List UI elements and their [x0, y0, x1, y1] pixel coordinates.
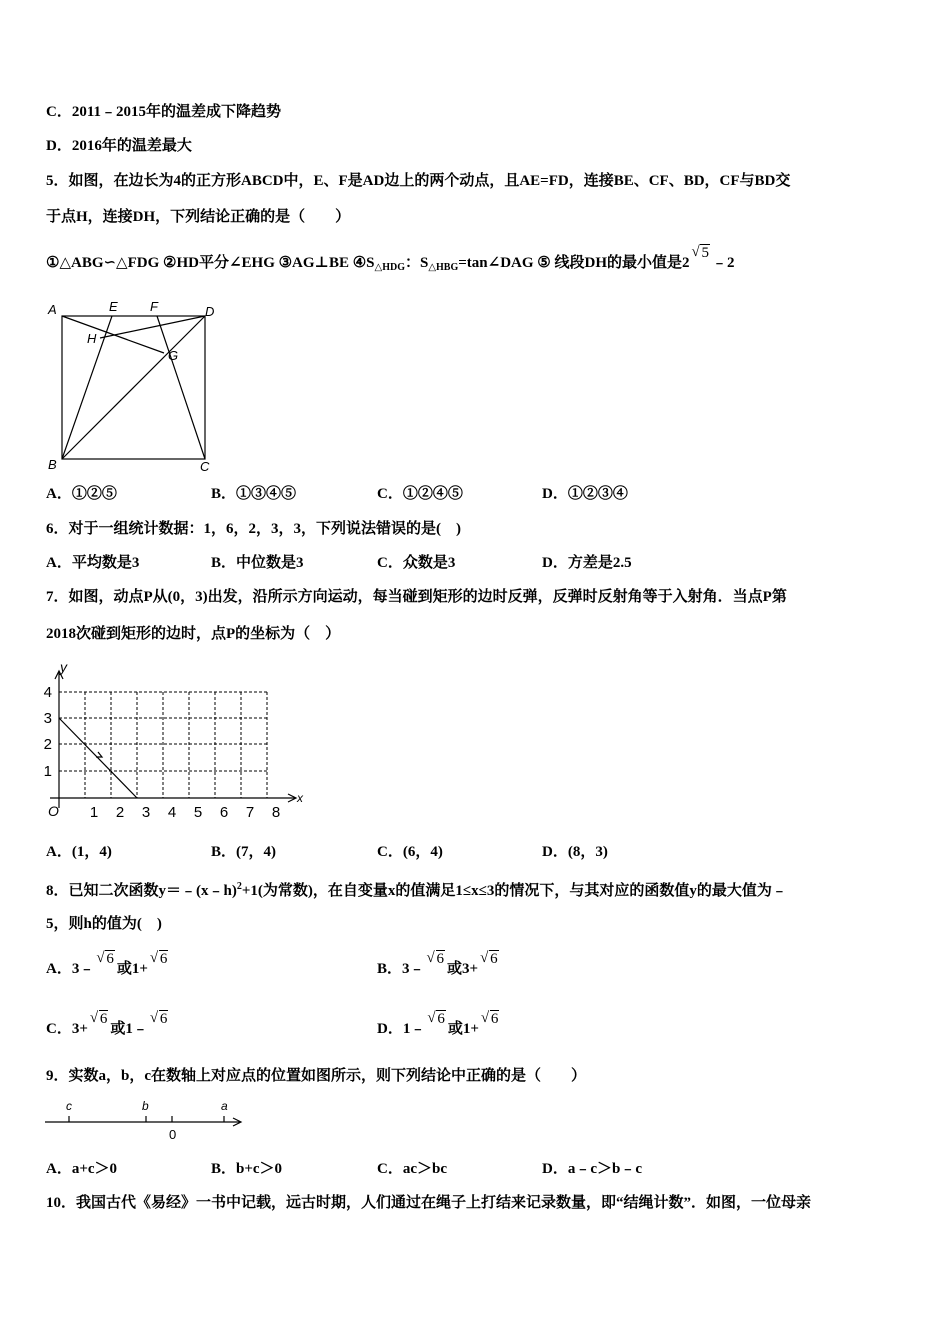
- q5-option-a[interactable]: A．①②⑤: [46, 486, 117, 502]
- label-b: b: [142, 1099, 149, 1113]
- q7-grid-figure: [40, 660, 310, 825]
- q8-option-d[interactable]: D．1﹣√ 6或1+√ 6: [377, 1020, 501, 1038]
- q9-option-c[interactable]: C．ac＞bc: [377, 1161, 447, 1177]
- q6-option-c[interactable]: C．众数是3: [377, 555, 456, 571]
- xtick-6: 6: [219, 804, 229, 821]
- xtick-2: 2: [115, 804, 125, 821]
- q8-option-a[interactable]: A．3﹣√ 6或1+√ 6: [46, 960, 170, 978]
- option-c-prev: C．2011﹣2015年的温差成下降趋势: [46, 104, 282, 120]
- seg-hd: [100, 316, 205, 338]
- q7-option-a[interactable]: A．(1，4): [46, 844, 112, 860]
- label-a: A: [48, 302, 57, 317]
- q9-option-b[interactable]: B．b+c＞0: [211, 1161, 283, 1177]
- q7-option-c[interactable]: C．(6，4): [377, 844, 443, 860]
- ytick-1: 1: [43, 763, 52, 780]
- q5-option-b[interactable]: B．①③④⑤: [211, 486, 297, 502]
- q9-option-d[interactable]: D．a﹣c＞b﹣c: [542, 1161, 642, 1177]
- label-zero: 0: [169, 1127, 177, 1142]
- q5-option-c[interactable]: C．①②④⑤: [377, 486, 463, 502]
- xtick-3: 3: [141, 804, 151, 821]
- seg-ag: [62, 316, 164, 353]
- seg-bd: [62, 316, 205, 459]
- q8-text-line2: 5，则h的值为( ): [46, 916, 162, 932]
- q9-option-a[interactable]: A．a+c＞0: [46, 1161, 118, 1177]
- label-d: D: [205, 304, 215, 319]
- axis-label-x: x: [297, 791, 303, 805]
- xtick-8: 8: [271, 804, 281, 821]
- label-c: c: [66, 1099, 72, 1113]
- q7-text-line2: 2018次碰到矩形的边时，点P的坐标为（ ）: [46, 626, 341, 642]
- label-c: C: [200, 459, 210, 474]
- q6-option-b[interactable]: B．中位数是3: [211, 555, 304, 571]
- ytick-2: 2: [43, 736, 52, 753]
- ytick-4: 4: [43, 684, 52, 701]
- q5-text-line2: 于点H，连接DH，下列结论正确的是（ ）: [46, 209, 351, 225]
- q8-option-c[interactable]: C．3+√ 6或1﹣√ 6: [46, 1020, 170, 1038]
- path-p: [59, 718, 137, 798]
- label-f: F: [150, 299, 158, 314]
- q5-statements: ①△ABG∽△FDG ②HD平分∠EHG ③AG⊥BE $④S_{\triangle HDG}$：$S_{\triangle HBG}=\tan\angle DAG$ ⑤ 线段DH的最小值是2√ 5﹣2: [46, 254, 735, 277]
- q6-text: 6．对于一组统计数据：1，6，2，3，3，下列说法错误的是( ): [46, 521, 461, 537]
- q10-text: 10．我国古代《易经》一书中记载，远古时期，人们通过在绳子上打结来记录数量，即“结绳计数”．如图，一位母亲: [46, 1195, 812, 1211]
- q5-square-figure: [40, 294, 230, 474]
- axis-label-y: y: [60, 660, 67, 675]
- label-g: G: [168, 348, 179, 363]
- option-d-prev: D．2016年的温差最大: [46, 138, 192, 154]
- q7-text-line1: 7．如图，动点P从(0，3)出发，沿所示方向运动，每当碰到矩形的边时反弹，反弹时反射角等于入射角．当点P第: [46, 589, 787, 605]
- q6-option-a[interactable]: A．平均数是3: [46, 555, 140, 571]
- label-b: B: [48, 457, 57, 472]
- xtick-5: 5: [193, 804, 203, 821]
- q7-option-b[interactable]: B．(7，4): [211, 844, 276, 860]
- origin-label: O: [48, 803, 59, 819]
- q9-number-line: [40, 1094, 255, 1144]
- q6-option-d[interactable]: D．方差是2.5: [542, 555, 632, 571]
- xtick-7: 7: [245, 804, 255, 821]
- sqrt-5: √ 5: [691, 244, 710, 262]
- q5-text-line1: 5．如图，在边长为4的正方形ABCD中，E、F是AD边上的两个动点，且AE=FD，连接BE、CF、BD，CF与BD交: [46, 173, 791, 189]
- label-e: E: [109, 299, 118, 314]
- label-h: H: [87, 331, 97, 346]
- label-a: a: [221, 1099, 228, 1113]
- seg-cf: [157, 316, 205, 459]
- q8-text-line1: 8．已知二次函数y＝﹣(x﹣h)$^2$+1(为常数)，在自变量x的值满足1≤x≤3的情况下，与其对应的函数值y的最大值为﹣: [46, 881, 787, 899]
- xtick-1: 1: [89, 804, 99, 821]
- q5-option-d[interactable]: D．①②③④: [542, 486, 628, 502]
- q8-option-b[interactable]: B．3﹣√ 6或3+√ 6: [377, 960, 501, 978]
- q7-option-d[interactable]: D．(8，3): [542, 844, 608, 860]
- ytick-3: 3: [43, 710, 52, 727]
- xtick-4: 4: [167, 804, 177, 821]
- q9-text: 9．实数a，b，c在数轴上对应点的位置如图所示，则下列结论中正确的是（ ）: [46, 1068, 587, 1084]
